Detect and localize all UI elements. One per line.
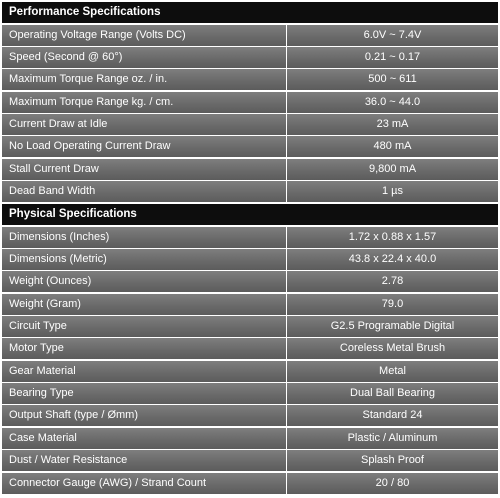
spec-label: Speed (Second @ 60°) bbox=[2, 47, 287, 68]
spec-value: Metal bbox=[287, 361, 498, 382]
spec-label: Output Shaft (type / Ømm) bbox=[2, 405, 287, 426]
spec-label: Dead Band Width bbox=[2, 181, 287, 202]
spec-label: Circuit Type bbox=[2, 316, 287, 337]
spec-row bbox=[2, 383, 498, 404]
spec-label: Weight (Ounces) bbox=[2, 271, 287, 292]
spec-label: Dust / Water Resistance bbox=[2, 450, 287, 471]
spec-value: 1.72 x 0.88 x 1.57 bbox=[287, 227, 498, 248]
spec-row bbox=[2, 181, 498, 202]
spec-row bbox=[2, 361, 498, 382]
spec-label: Motor Type bbox=[2, 338, 287, 359]
spec-value: Standard 24 bbox=[287, 405, 498, 426]
spec-row bbox=[2, 159, 498, 180]
spec-label: Weight (Gram) bbox=[2, 294, 287, 315]
spec-row bbox=[2, 294, 498, 315]
spec-row bbox=[2, 136, 498, 157]
spec-row bbox=[2, 473, 498, 494]
spec-value: 43.8 x 22.4 x 40.0 bbox=[287, 249, 498, 270]
spec-label: Bearing Type bbox=[2, 383, 287, 404]
spec-value: 500 ~ 611 bbox=[287, 69, 498, 90]
spec-row bbox=[2, 25, 498, 46]
spec-value: 36.0 ~ 44.0 bbox=[287, 92, 498, 113]
spec-value: 0.21 ~ 0.17 bbox=[287, 47, 498, 68]
spec-label: Stall Current Draw bbox=[2, 159, 287, 180]
spec-label: Connector Gauge (AWG) / Strand Count bbox=[2, 473, 287, 494]
spec-value: 1 µs bbox=[287, 181, 498, 202]
spec-value: Dual Ball Bearing bbox=[287, 383, 498, 404]
spec-label: Current Draw at Idle bbox=[2, 114, 287, 135]
spec-label: Case Material bbox=[2, 428, 287, 449]
spec-value: 79.0 bbox=[287, 294, 498, 315]
spec-row bbox=[2, 316, 498, 337]
spec-value: 20 / 80 bbox=[287, 473, 498, 494]
spec-row bbox=[2, 249, 498, 270]
spec-value: 480 mA bbox=[287, 136, 498, 157]
spec-row bbox=[2, 271, 498, 292]
spec-value: 9,800 mA bbox=[287, 159, 498, 180]
spec-row bbox=[2, 69, 498, 90]
spec-row bbox=[2, 114, 498, 135]
spec-value: Splash Proof bbox=[287, 450, 498, 471]
spec-label: Maximum Torque Range kg. / cm. bbox=[2, 92, 287, 113]
spec-value: G2.5 Programable Digital bbox=[287, 316, 498, 337]
spec-row bbox=[2, 338, 498, 359]
spec-label: Operating Voltage Range (Volts DC) bbox=[2, 25, 287, 46]
spec-label: Dimensions (Inches) bbox=[2, 227, 287, 248]
spec-label: Dimensions (Metric) bbox=[2, 249, 287, 270]
spec-row bbox=[2, 428, 498, 449]
spec-value: Plastic / Aluminum bbox=[287, 428, 498, 449]
performance-header: Performance Specifications bbox=[2, 2, 498, 23]
spec-label: Gear Material bbox=[2, 361, 287, 382]
spec-row bbox=[2, 405, 498, 426]
spec-value: 2.78 bbox=[287, 271, 498, 292]
spec-row bbox=[2, 92, 498, 113]
spec-value: 23 mA bbox=[287, 114, 498, 135]
spec-label: Maximum Torque Range oz. / in. bbox=[2, 69, 287, 90]
spec-value: Coreless Metal Brush bbox=[287, 338, 498, 359]
spec-row bbox=[2, 227, 498, 248]
spec-row bbox=[2, 450, 498, 471]
physical-header: Physical Specifications bbox=[2, 204, 498, 225]
spec-label: No Load Operating Current Draw bbox=[2, 136, 287, 157]
spec-value: 6.0V ~ 7.4V bbox=[287, 25, 498, 46]
spec-row bbox=[2, 47, 498, 68]
